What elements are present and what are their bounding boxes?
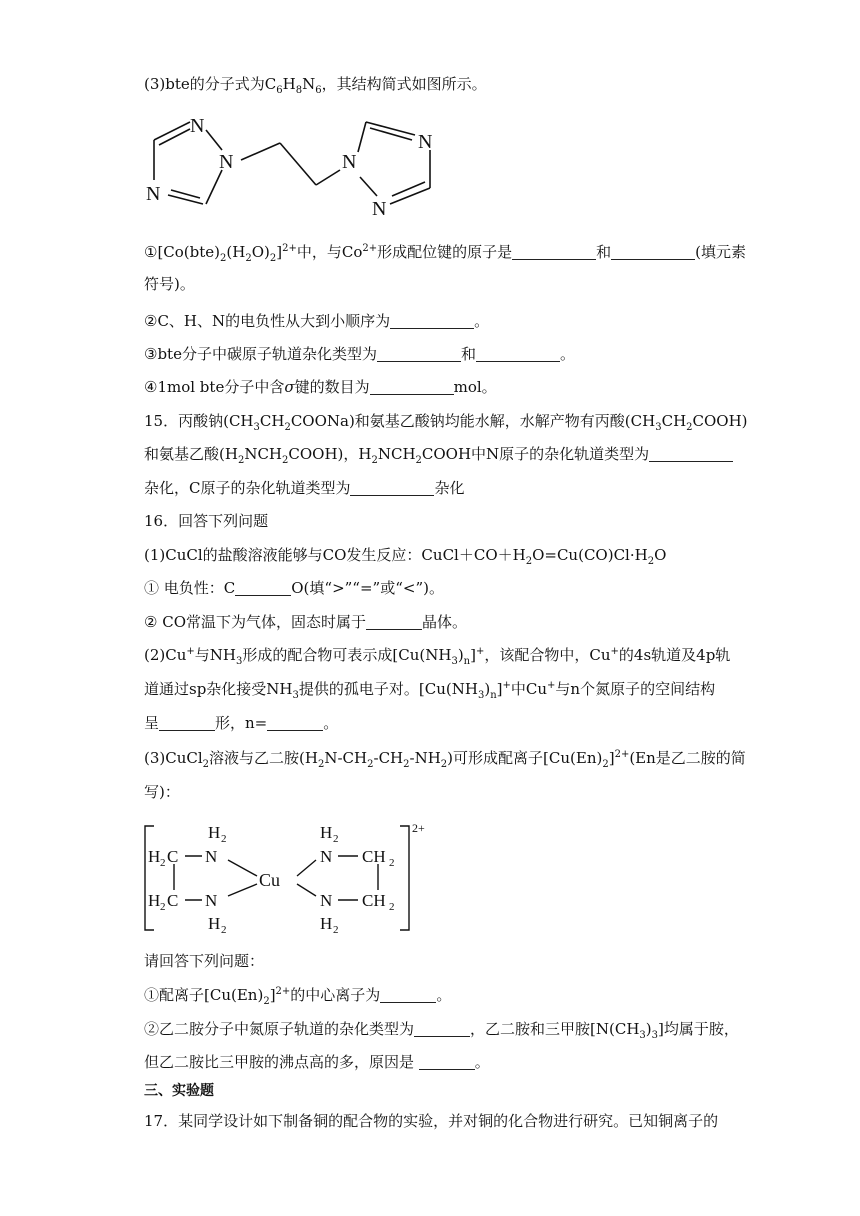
subscript: 2 — [221, 924, 227, 936]
atom-h: H — [320, 823, 333, 842]
q3-part4: ④1mol bte分子中含σ键的数目为 mol。 — [144, 378, 497, 396]
atom-n: N — [418, 131, 433, 153]
answer-blank[interactable] — [419, 1053, 475, 1070]
q16-ask: 请回答下列问题： — [144, 952, 265, 970]
charge-label: 2+ — [412, 821, 425, 835]
answer-blank[interactable] — [350, 479, 434, 496]
q3-heading: (3)bte的分子式为$C_6H_8N_6$，其结构简式如图所示。 — [144, 75, 487, 96]
q15-line2: 和氨基乙酸$(H_2NCH_2COOH)$，$H_2NCH_2COOH$中N原子的杂化轨道类型为 — [144, 443, 733, 465]
atom-n: N — [205, 891, 218, 910]
q15-line3: 杂化，C原子的杂化轨道类型为 杂化 — [144, 479, 465, 497]
atom-c: C — [167, 847, 179, 866]
answer-blank[interactable] — [370, 378, 454, 395]
atom-c: CH — [362, 847, 386, 866]
q16-2-end: 呈 形，n= 。 — [144, 714, 339, 732]
q16-3-2-cont: 但乙二胺比三甲胺的沸点高的多，原因是 。 — [144, 1053, 490, 1071]
atom-n: N — [219, 151, 234, 173]
answer-blank[interactable] — [414, 1020, 470, 1037]
answer-blank[interactable] — [649, 445, 733, 462]
q16-3-cont: 写)： — [144, 783, 180, 801]
atom-n: N — [146, 183, 161, 205]
answer-blank[interactable] — [377, 345, 461, 362]
q16-title: 16．回答下列问题 — [144, 512, 269, 530]
subscript: 2 — [160, 857, 166, 869]
answer-blank[interactable] — [476, 345, 560, 362]
atom-n: N — [190, 115, 205, 137]
subscript: 2 — [333, 924, 339, 936]
atom-n: N — [342, 151, 357, 173]
atom-h: H — [148, 891, 161, 910]
atom-n: N — [320, 891, 333, 910]
q16-2-cont: 道通过sp杂化接受$NH_3$提供的孤电子对。$[Cu(NH_3)_n]^+$中Cu+与n个氮原子的空间结构 — [144, 680, 716, 701]
q16-3: (3)CuCl$_2$溶液与乙二胺$(H_2N-CH_2-CH_2-NH_2)$可形成配离子$[Cu(En)_2]^{2+}(En$是乙二胺的简 — [144, 749, 746, 770]
subscript: 2 — [389, 901, 395, 913]
q16-1a: ① 电负性：C O(填“>”“=”或“<”)。 — [144, 579, 444, 597]
answer-blank[interactable] — [366, 613, 422, 630]
answer-blank[interactable] — [380, 986, 436, 1003]
atom-h: H — [320, 914, 333, 933]
answer-blank[interactable] — [235, 579, 291, 596]
subscript: 2 — [221, 833, 227, 845]
q3-part1: $①[Co(bte)_2(H_2O)_2]^{2+}$中，与$Co^{2+}$形成配位键的原子是 和 (填元素 — [144, 243, 747, 264]
q3-part1-cont: 符号)。 — [144, 275, 195, 293]
subscript: 2 — [333, 833, 339, 845]
q3-part2: ②C、H、N的电负性从大到小顺序为 。 — [144, 312, 490, 330]
atom-h: H — [148, 847, 161, 866]
cu-en-complex-structure — [140, 818, 470, 940]
answer-blank[interactable] — [159, 714, 215, 731]
section-title: 三、实验题 — [144, 1083, 214, 1099]
atom-cu: Cu — [259, 870, 281, 890]
atom-c: C — [167, 891, 179, 910]
q16-3-1: ①配离子$[Cu(En)_2]^{2+}$的中心离子为 。 — [144, 986, 452, 1007]
atom-h: H — [208, 823, 221, 842]
answer-blank[interactable] — [512, 243, 596, 260]
answer-blank[interactable] — [611, 243, 695, 260]
q17: 17．某同学设计如下制备铜的配合物的实验，并对铜的化合物进行研究。已知铜离子的 — [144, 1112, 719, 1130]
atom-c: CH — [362, 891, 386, 910]
atom-n: N — [372, 198, 387, 220]
q16-1: (1)CuCl的盐酸溶液能够与CO发生反应：$CuCl+CO+H_2O=Cu(CO)Cl\cdot H_2O$ — [144, 546, 667, 567]
q16-1b: ② CO常温下为气体，固态时属于 晶体。 — [144, 613, 468, 631]
q16-2: (2)Cu+与$NH_3$形成的配合物可表示成$[Cu(NH_3)_n]^+$，该配合物中，Cu+的4s轨道及4p轨 — [144, 646, 731, 667]
atom-n: N — [320, 847, 333, 866]
answer-blank[interactable] — [267, 714, 323, 731]
bte-structure — [140, 100, 450, 225]
subscript: 2 — [389, 857, 395, 869]
atom-h: H — [208, 914, 221, 933]
answer-blank[interactable] — [390, 312, 474, 329]
q16-3-2: ②乙二胺分子中氮原子轨道的杂化类型为 ，乙二胺和三甲胺$[N(CH_3)_3]$均属于胺， — [144, 1020, 739, 1041]
q15-line1: 15．丙酸钠$(CH_3CH_2COONa)$和氨基乙酸钠均能水解，水解产物有丙酸$(CH_3CH_2COOH)$ — [144, 412, 748, 433]
q3-part3: ③bte分子中碳原子轨道杂化类型为 和 。 — [144, 345, 575, 363]
atom-n: N — [205, 847, 218, 866]
subscript: 2 — [160, 901, 166, 913]
